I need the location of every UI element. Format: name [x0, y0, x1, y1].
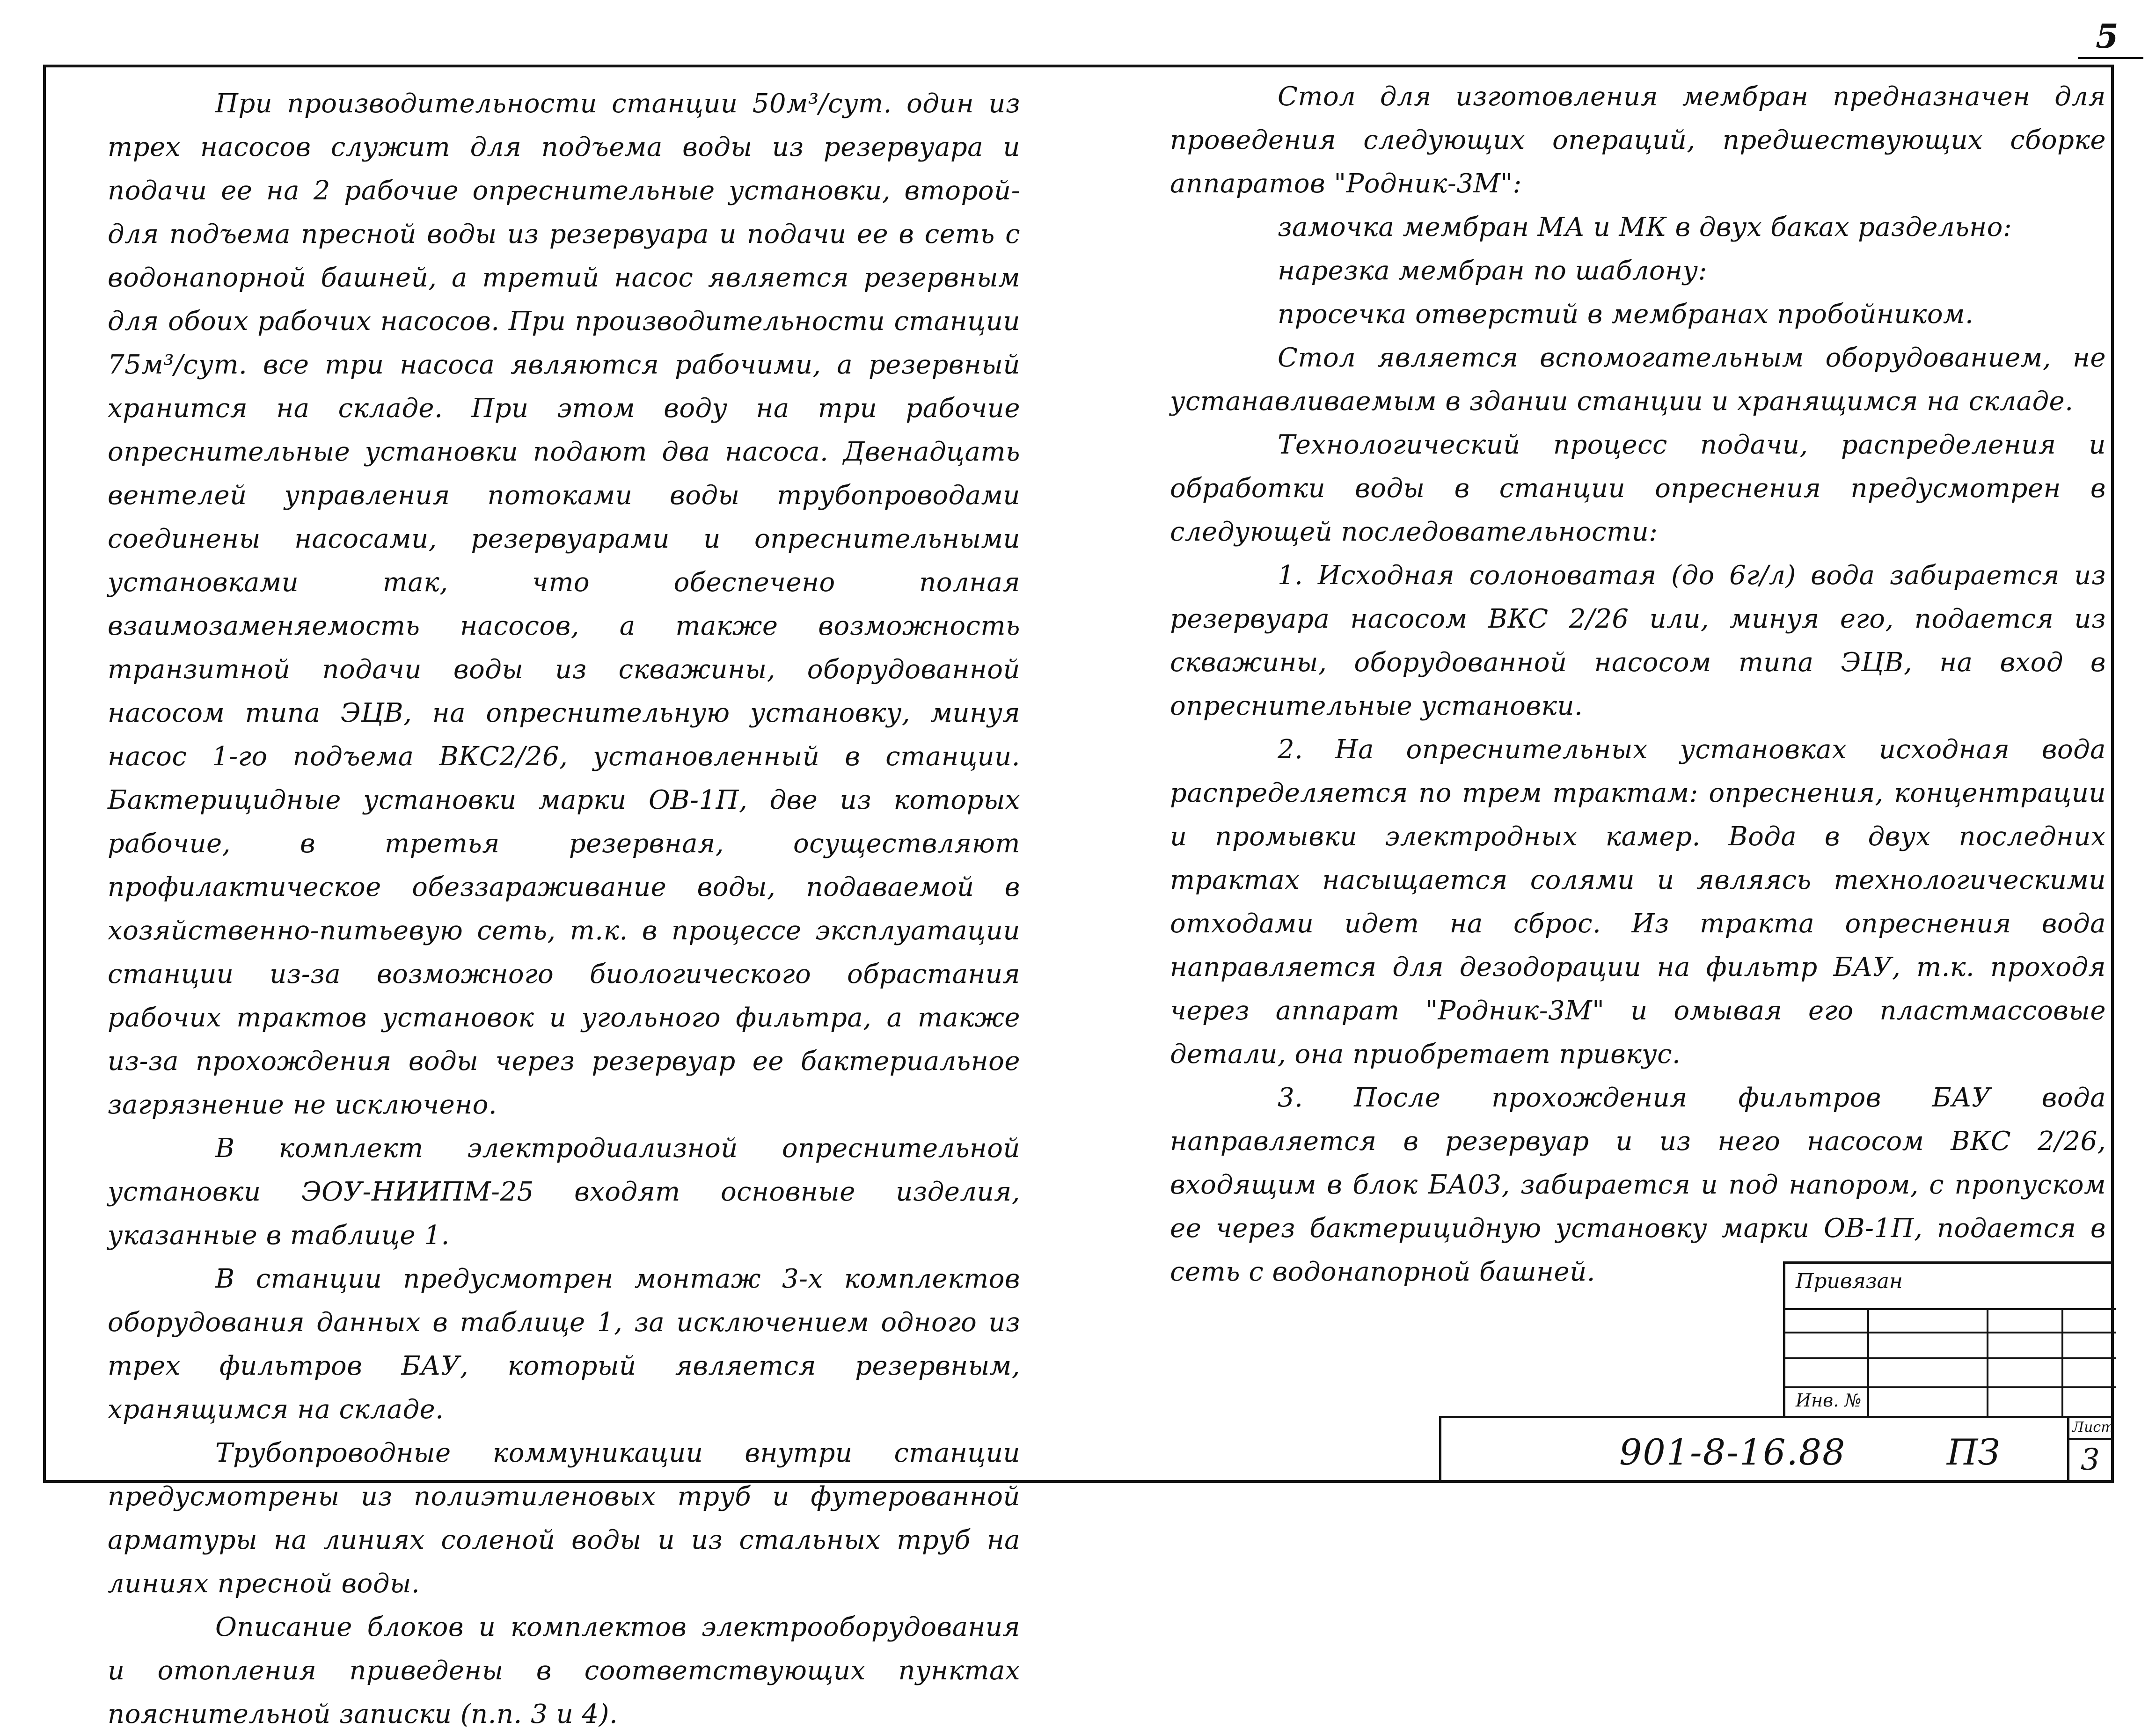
stamp-line-1 [1785, 1308, 2116, 1310]
sheet-cell [2067, 1418, 2114, 1483]
inventory-label: Инв. № [1796, 1390, 1862, 1411]
sheet-divider [2069, 1438, 2114, 1440]
stamp-vline-1 [1867, 1308, 1869, 1418]
process-step-3: 3. После прохождения фильтров БАУ вода направляется в резервуар и из него насосом ВКС 2/26, входящим в блок БА03, забирается и под напором, с пропуском ее через бактерицидную установку марки ОВ-1П, подается в сеть с водонапорной башней. [1170, 1083, 2106, 1287]
process-step-2: 2. На опреснительных установках исходная вода распределяется по трем трактам: опреснения, концентрации и промывки электродных камер. Вода в двух последних трактах насыщается солями и являясь технологическими отходами идет на сброс. Из тракта опреснения вода направляется для дезодорации на фильтр БАУ, т.к. проходя через аппарат "Родник-3М" и омывая его пластмассовые детали, она приобретает привкус. [1170, 734, 2106, 1069]
operation-cutting: нарезка мембран по шаблону: [1278, 256, 1707, 286]
paragraph-table: Стол для изготовления мембран предназначен для проведения следующих операций, предшествующих сборке аппаратов "Родник-3М": [1170, 81, 2106, 199]
paragraph-description: Описание блоков и комплектов электрооборудования и отопления приведены в соответствующих пунктах пояснительной записки (п.п. 3 и 4). [108, 1612, 1020, 1729]
right-text-column [1170, 75, 2106, 1294]
paragraph-kit: В комплект электродиализной опреснительной установки ЭОУ-НИИПМ-25 входят основные изделия, указанные в таблице 1. [108, 1133, 1020, 1251]
operation-soaking: замочка мембран МА и МК в двух баках раздельно: [1278, 212, 2012, 242]
paragraph-process: Технологический процесс подачи, распределения и обработки воды в станции опреснения предусмотрен в следующей последовательности: [1170, 430, 2106, 547]
stamp-line-3 [1785, 1357, 2116, 1359]
operation-punching: просечка отверстий в мембранах пробойником. [1278, 299, 1974, 330]
stamp-vline-2 [1987, 1308, 1988, 1418]
document-code: 901-8-16.88 [1619, 1431, 1846, 1473]
binding-stamp [1783, 1261, 2114, 1416]
paragraph-storage: Стол является вспомогательным оборудованием, не устанавливаемым в здании станции и хранящимся на складе. [1170, 343, 2106, 417]
paragraph-pumps: При производительности станции 50м³/сут. один из трех насосов служит для подъема воды из резервуара и подачи ее на 2 рабочие опреснительные установки, второй- для подъема пресной воды из резервуара и подачи ее в сеть с водонапорной башней, а третий насос является резервным для обоих рабочих насосов. При производительности станции 75м³/сут. все три насоса являются рабочими, а резервный хранится на складе. При этом воду на три рабочие опреснительные установки подают два насоса. Двенадцать вентелей управления потоками воды трубопроводами соединены насосами, резервуарами и опреснительными установками так, что обеспечено полная взаимозаменяемость насосов, а также возможность транзитной подачи воды из скважины, оборудованной насосом типа ЭЦВ, на опреснительную установку, минуя насос 1-го подъема ВКС2/26, установленный в станции. Бактерицидные установки марки ОВ-1П, две из которых рабочие, в третья резервная, осуществляют профилактическое обеззараживание воды, подаваемой в хозяйственно-питьевую сеть, т.к. в процессе эксплуатации станции из-за возможного биологического обрастания рабочих трактов установок и угольного фильтра, а также из-за прохождения воды через резервуар ее бактериальное загрязнение не исключено. [108, 88, 1020, 1120]
stamp-vline-3 [2061, 1308, 2063, 1418]
stamp-line-2 [1785, 1332, 2116, 1333]
stamp-line-4 [1785, 1386, 2116, 1388]
sheet-number: 3 [2081, 1443, 2100, 1477]
left-text-column [108, 82, 1020, 1736]
page-number: 5 [2096, 17, 2119, 56]
paragraph-mounting: В станции предусмотрен монтаж 3-х комплектов оборудования данных в таблице 1, за исключением одного из трех фильтров БАУ, который является резервным, хранящимся на складе. [108, 1264, 1020, 1425]
attached-label: Привязан [1796, 1269, 1903, 1293]
document-section: ПЗ [1947, 1431, 2000, 1473]
sheet-label: Лист [2072, 1419, 2114, 1436]
page-number-underline [2078, 57, 2143, 59]
paragraph-pipelines: Трубопроводные коммуникации внутри станции предусмотрены из полиэтиленовых труб и футерованной арматуры на линиях соленой воды и из стальных труб на линиях пресной воды. [108, 1438, 1020, 1599]
title-block [1439, 1416, 2114, 1483]
process-step-1: 1. Исходная солоноватая (до 6г/л) вода забирается из резервуара насосом ВКС 2/26 или, минуя его, подается из скважины, оборудованной насосом типа ЭЦВ, на вход в опреснительные установки. [1170, 560, 2106, 721]
